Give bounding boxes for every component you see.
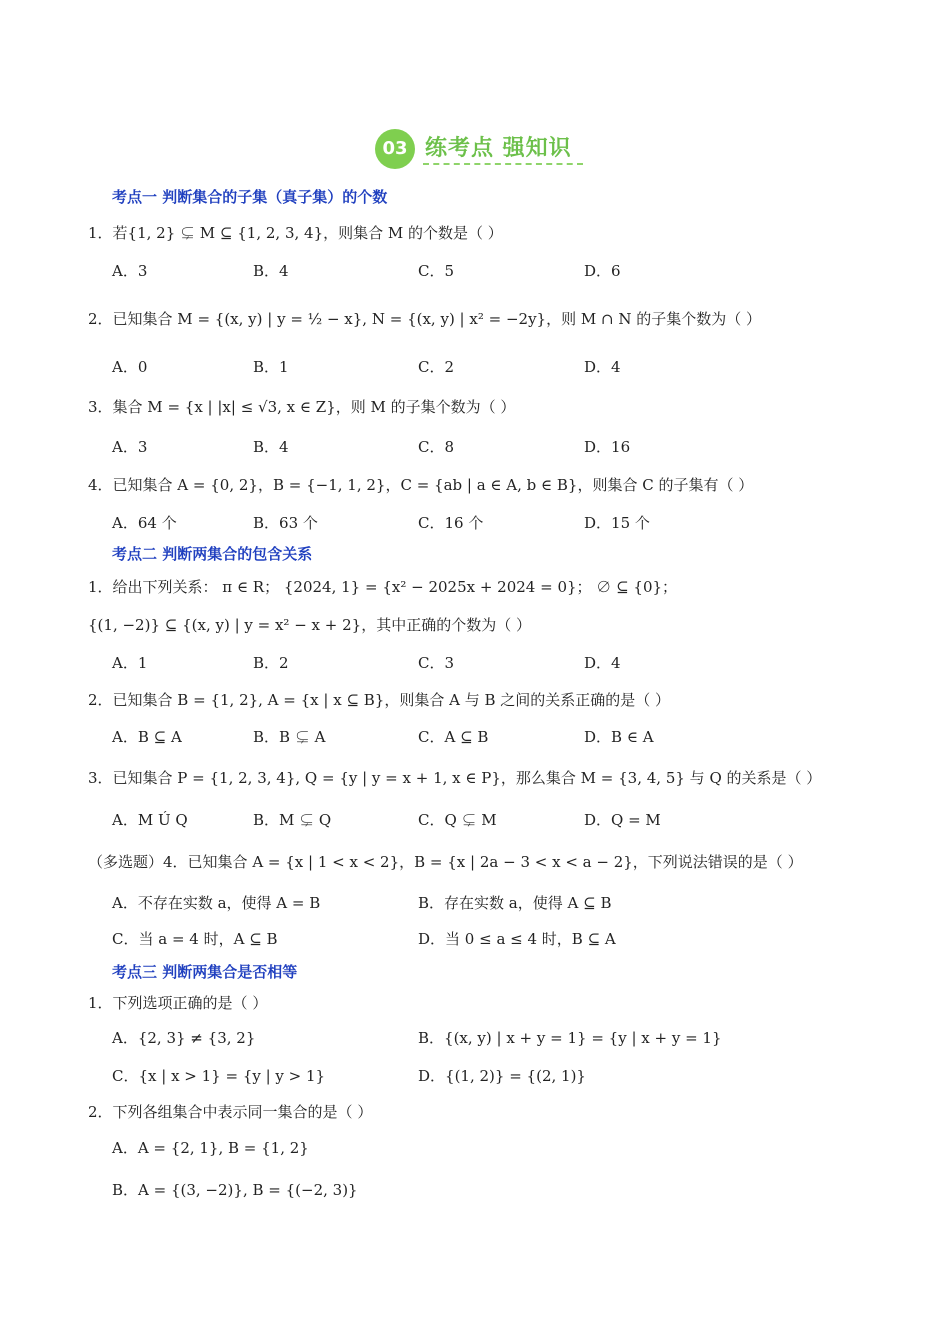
s1-q4-option-d: D．15 个 — [584, 514, 650, 532]
s1-q1-option-c: C．5 — [418, 262, 455, 280]
banner-dashed-underline — [423, 163, 583, 165]
s2-q4-option-a: A．不存在实数 a，使得 A = B — [112, 894, 321, 912]
banner-number-badge: 03 — [375, 129, 415, 169]
s1-q2-option-a: A．0 — [112, 358, 148, 376]
s1-q3-option-c: C．8 — [418, 438, 455, 456]
s3-q1-option-a: A．{2, 3} ≠ {3, 2} — [112, 1029, 256, 1047]
s1-q1-option-a: A．3 — [112, 262, 148, 280]
s2-q1-option-c: C．3 — [418, 654, 455, 672]
s2-q1-option-b: B．2 — [253, 654, 289, 672]
s3-q2-text: 2．下列各组集合中表示同一集合的是（ ） — [88, 1103, 373, 1121]
s2-q3-option-b: B．M ⊊ Q — [253, 811, 332, 829]
s2-q3-option-d: D．Q = M — [584, 811, 661, 829]
section-heading-3: 考点三 判断两集合是否相等 — [112, 963, 298, 981]
s2-q2-text: 2．已知集合 B = {1, 2}, A = {x | x ⊆ B}，则集合 A 与 B 之间的关系正确的是（ ） — [88, 691, 671, 709]
s2-q1-line2: {(1, −2)} ⊆ {(x, y) | y = x² − x + 2}，其中正确的个数为（ ） — [88, 616, 531, 634]
s2-q1-line1: 1．给出下列关系： π ∈ R； {2024, 1} = {x² − 2025x + 2024 = 0}； ∅ ⊆ {0}； — [88, 578, 678, 596]
s3-q1-option-d: D．{(1, 2)} = {(2, 1)} — [418, 1067, 586, 1085]
s1-q4-option-a: A．64 个 — [112, 514, 177, 532]
s1-q3-option-b: B．4 — [253, 438, 289, 456]
s3-q2-option-a: A．A = {2, 1}, B = {1, 2} — [112, 1139, 309, 1157]
s1-q2-text: 2．已知集合 M = {(x, y) | y = ½ − x}, N = {(x, y) | x² = −2y}，则 M ∩ N 的子集个数为（ ） — [88, 310, 761, 328]
s1-q4-option-b: B．63 个 — [253, 514, 318, 532]
s1-q3-text: 3．集合 M = {x | |x| ≤ √3, x ∈ Z}，则 M 的子集个数为（ ） — [88, 398, 516, 416]
s2-q2-option-d: D．B ∈ A — [584, 728, 654, 746]
s2-q3-text: 3．已知集合 P = {1, 2, 3, 4}, Q = {y | y = x + 1, x ∈ P}，那么集合 M = {3, 4, 5} 与 Q 的关系是（ ） — [88, 769, 822, 787]
section-heading-2: 考点二 判断两集合的包含关系 — [112, 545, 313, 563]
s1-q2-option-d: D．4 — [584, 358, 621, 376]
s3-q1-option-b: B．{(x, y) | x + y = 1} = {y | x + y = 1} — [418, 1029, 722, 1047]
s1-q3-option-d: D．16 — [584, 438, 631, 456]
s1-q2-option-b: B．1 — [253, 358, 289, 376]
s2-q3-option-a: A．M Ú Q — [112, 811, 188, 829]
s2-q1-option-d: D．4 — [584, 654, 621, 672]
s2-q2-option-c: C．A ⊆ B — [418, 728, 489, 746]
s2-q4-option-b: B．存在实数 a，使得 A ⊆ B — [418, 894, 612, 912]
s3-q1-option-c: C．{x | x > 1} = {y | y > 1} — [112, 1067, 326, 1085]
section-banner — [375, 125, 585, 170]
s2-q2-option-b: B．B ⊊ A — [253, 728, 326, 746]
s3-q2-option-b: B．A = {(3, −2)}, B = {(−2, 3)} — [112, 1181, 358, 1199]
s2-q3-option-c: C．Q ⊊ M — [418, 811, 497, 829]
s2-q4-text: （多选题）4．已知集合 A = {x | 1 < x < 2}，B = {x | 2a − 3 < x < a − 2}，下列说法错误的是（ ） — [88, 853, 803, 871]
banner-title: 练考点 强知识 — [425, 136, 572, 161]
s2-q4-option-c: C．当 a = 4 时，A ⊆ B — [112, 930, 278, 948]
s1-q1-text: 1．若{1, 2} ⊊ M ⊆ {1, 2, 3, 4}，则集合 M 的个数是（ ） — [88, 224, 503, 242]
s2-q2-option-a: A．B ⊆ A — [112, 728, 182, 746]
s1-q2-option-c: C．2 — [418, 358, 455, 376]
s1-q3-option-a: A．3 — [112, 438, 148, 456]
s3-q1-text: 1．下列选项正确的是（ ） — [88, 994, 268, 1012]
s1-q4-text: 4．已知集合 A = {0, 2}，B = {−1, 1, 2}，C = {ab | a ∈ A, b ∈ B}，则集合 C 的子集有（ ） — [88, 476, 754, 494]
section-heading-1: 考点一 判断集合的子集（真子集）的个数 — [112, 188, 388, 206]
s1-q1-option-d: D．6 — [584, 262, 621, 280]
s1-q1-option-b: B．4 — [253, 262, 289, 280]
s2-q1-option-a: A．1 — [112, 654, 148, 672]
s2-q4-option-d: D．当 0 ≤ a ≤ 4 时，B ⊆ A — [418, 930, 616, 948]
s1-q4-option-c: C．16 个 — [418, 514, 484, 532]
